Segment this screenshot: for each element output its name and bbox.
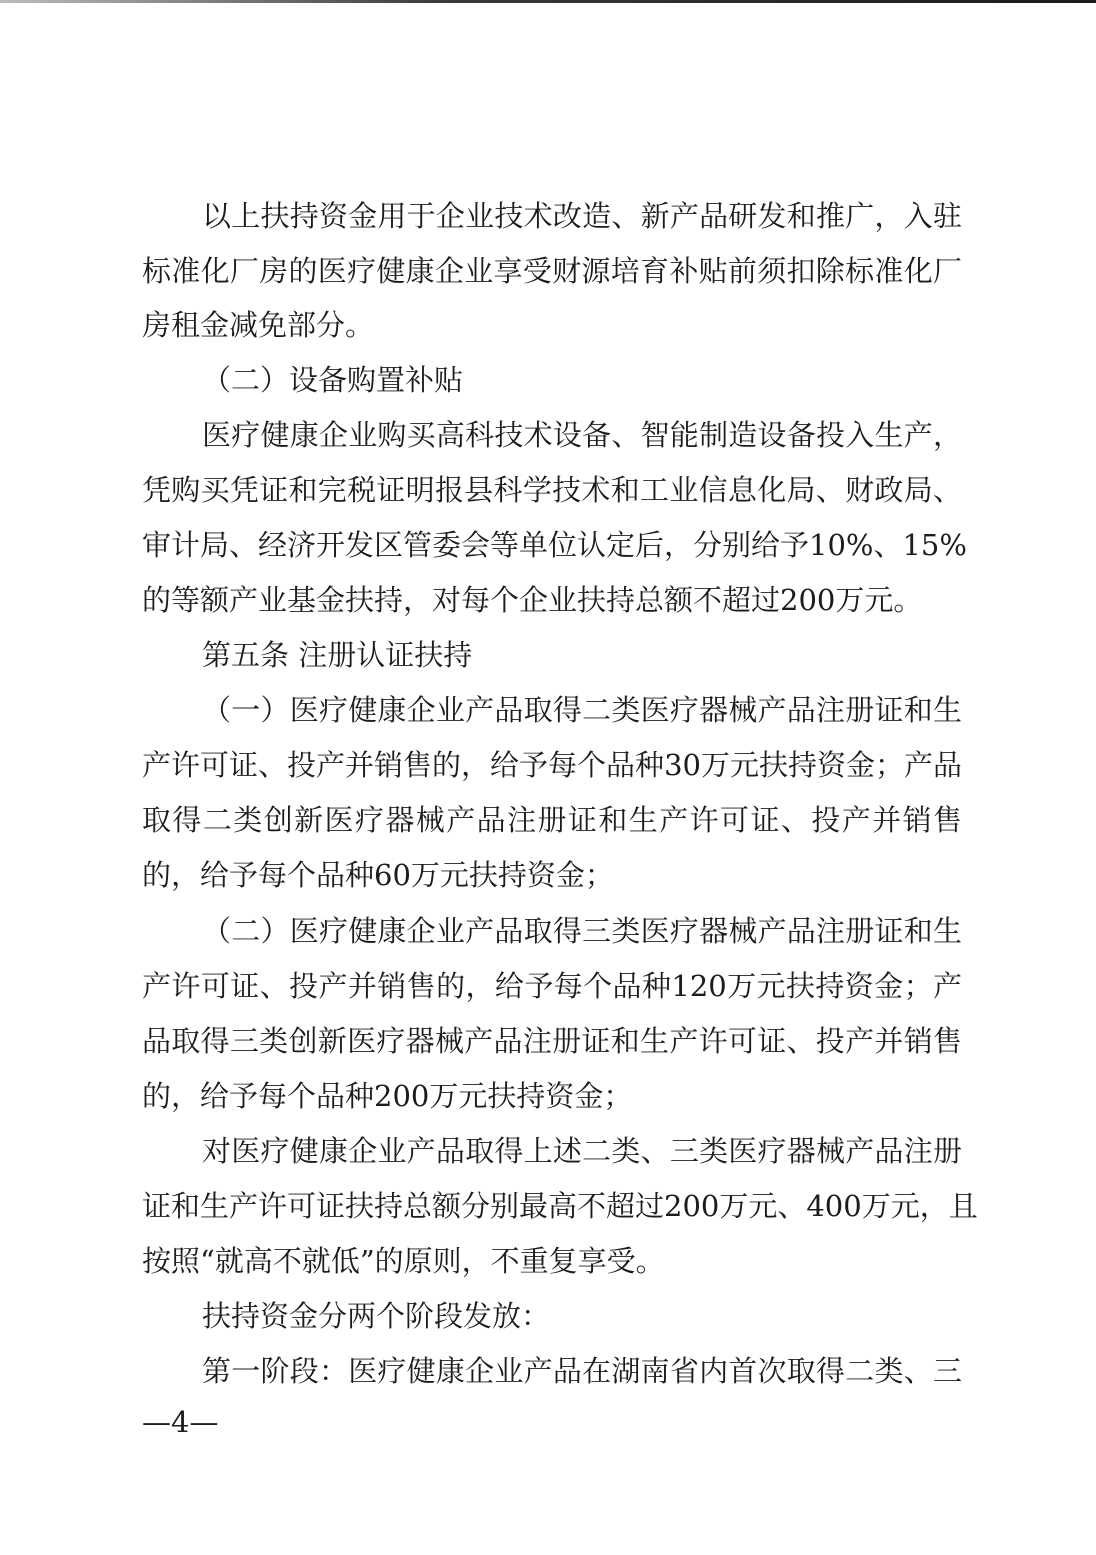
paragraph-line: （一）医疗健康企业产品取得二类医疗器械产品注册证和生 <box>202 693 962 727</box>
paragraph-line: 扶持资金分两个阶段发放： <box>202 1299 551 1333</box>
paragraph-line: 取得二类创新医疗器械产品注册证和生产许可证、投产并销售 <box>142 803 962 837</box>
paragraph-line: 证和生产许可证扶持总额分别最高不超过200万元、400万元，且 <box>142 1189 978 1223</box>
paragraph-line: 医疗健康企业购买高科技术设备、智能制造设备投入生产， <box>202 418 962 452</box>
paragraph-line: 的，给予每个品种200万元扶持资金； <box>142 1079 633 1113</box>
paragraph-line: 第一阶段：医疗健康企业产品在湖南省内首次取得二类、三 <box>202 1354 962 1388</box>
paragraph-line: 以上扶持资金用于企业技术改造、新产品研发和推广，入驻 <box>202 199 962 233</box>
article-heading: 第五条 注册认证扶持 <box>202 638 473 672</box>
paragraph-line: 标准化厂房的医疗健康企业享受财源培育补贴前须扣除标准化厂 <box>142 254 962 288</box>
paragraph-line: 产许可证、投产并销售的，给予每个品种30万元扶持资金；产品 <box>142 748 962 782</box>
paragraph-line: 的，给予每个品种60万元扶持资金； <box>142 858 614 892</box>
paragraph-line: 产许可证、投产并销售的，给予每个品种120万元扶持资金；产 <box>142 969 962 1003</box>
paragraph-line: 的等额产业基金扶持，对每个企业扶持总额不超过200万元。 <box>142 583 923 617</box>
paragraph-line: 品取得三类创新医疗器械产品注册证和生产许可证、投产并销售 <box>142 1024 962 1058</box>
paragraph-line: 凭购买凭证和完税证明报县科学技术和工业信息化局、财政局、 <box>142 473 962 507</box>
paragraph-line: 按照“就高不就低”的原则，不重复享受。 <box>142 1244 665 1278</box>
paragraph-line: 审计局、经济开发区管委会等单位认定后，分别给予10%、15% <box>142 528 967 562</box>
paragraph-line: 对医疗健康企业产品取得上述二类、三类医疗器械产品注册 <box>202 1134 962 1168</box>
paragraph-line: 房租金减免部分。 <box>142 308 375 342</box>
section-heading: （二）设备购置补贴 <box>202 363 464 397</box>
paragraph-line: （二）医疗健康企业产品取得三类医疗器械产品注册证和生 <box>202 914 962 948</box>
page-number: —4— <box>142 1405 219 1439</box>
